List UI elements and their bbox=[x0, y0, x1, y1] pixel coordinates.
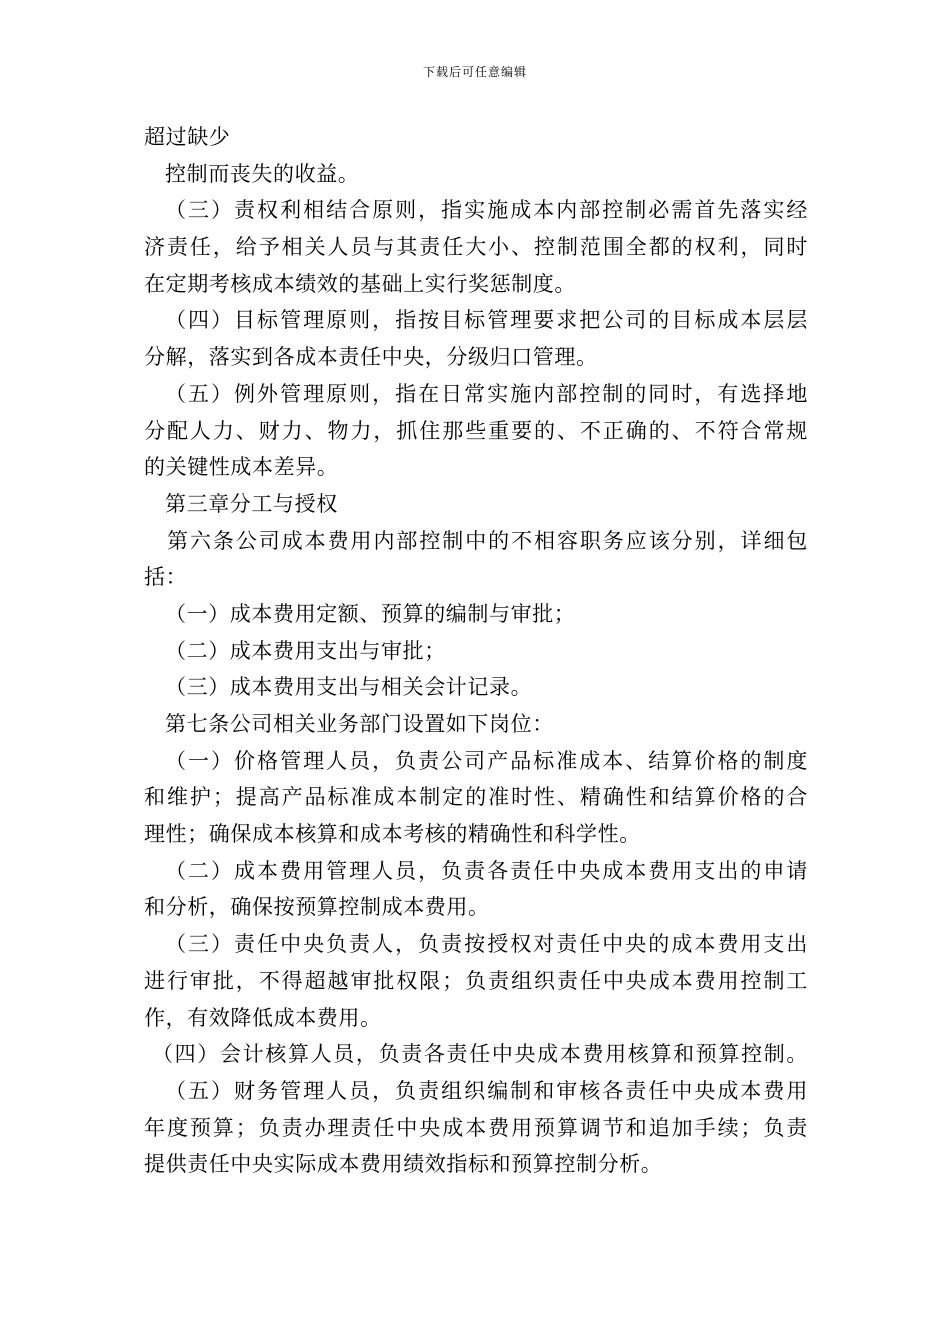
document-body bbox=[144, 119, 808, 1183]
text-line: （二）成本费用支出与审批； bbox=[165, 638, 446, 663]
text-line: 和维护；提高产品标准成本制定的准时性、精确性和结算价格的合 bbox=[144, 785, 808, 810]
text-line: （三）责任中央负责人，负责按授权对责任中央的成本费用支出 bbox=[165, 932, 808, 957]
text-line: 提供责任中央实际成本费用绩效指标和预算控制分析。 bbox=[144, 1152, 663, 1177]
text-line: 超过缺少 bbox=[144, 125, 231, 149]
text-line: 控制而丧失的收益。 bbox=[165, 161, 360, 186]
text-line: 括： bbox=[144, 565, 188, 590]
text-line: 在定期考核成本绩效的基础上实行奖惩制度。 bbox=[144, 271, 576, 296]
text-line: 济责任，给予相关人员与其责任大小、控制范围全都的权利，同时 bbox=[144, 235, 808, 260]
text-line: （一）价格管理人员，负责公司产品标准成本、结算价格的制度 bbox=[165, 748, 808, 773]
text-line: （三）成本费用支出与相关会计记录。 bbox=[165, 675, 533, 700]
text-line: 第三章分工与授权 bbox=[165, 491, 338, 516]
text-line: 年度预算；负责办理责任中央成本费用预算调节和追加手续；负责 bbox=[144, 1115, 808, 1140]
text-line: 进行审批，不得超越审批权限；负责组织责任中央成本费用控制工 bbox=[144, 968, 808, 993]
text-line: 第六条公司成本费用内部控制中的不相容职务应该分别，详细包 bbox=[167, 528, 808, 553]
text-line: 分解，落实到各成本责任中央，分级归口管理。 bbox=[144, 345, 598, 370]
text-line: 第七条公司相关业务部门设置如下岗位： bbox=[165, 712, 554, 736]
page-header: 下载后可任意编辑 bbox=[422, 65, 527, 79]
text-line: （五）财务管理人员，负责组织编制和审核各责任中央成本费用 bbox=[165, 1078, 808, 1103]
text-line: 的关键性成本差异。 bbox=[144, 455, 339, 480]
text-line: （四）目标管理原则，指按目标管理要求把公司的目标成本层层 bbox=[165, 308, 808, 333]
text-line: 作，有效降低成本费用。 bbox=[144, 1005, 382, 1030]
text-line: （二）成本费用管理人员，负责各责任中央成本费用支出的申请 bbox=[165, 858, 808, 883]
text-line: 理性；确保成本核算和成本考核的精确性和科学性。 bbox=[144, 822, 641, 847]
text-line: （三）责权利相结合原则，指实施成本内部控制必需首先落实经 bbox=[165, 198, 808, 223]
text-line: （五）例外管理原则，指在日常实施内部控制的同时，有选择地 bbox=[165, 381, 808, 406]
text-line: （四）会计核算人员，负责各责任中央成本费用核算和预算控制。 bbox=[152, 1042, 808, 1067]
text-line: 和分析，确保按预算控制成本费用。 bbox=[144, 895, 490, 920]
text-line: 分配人力、财力、物力，抓住那些重要的、不正确的、不符合常规 bbox=[144, 418, 808, 443]
text-line: （一）成本费用定额、预算的编制与审批； bbox=[165, 601, 576, 626]
